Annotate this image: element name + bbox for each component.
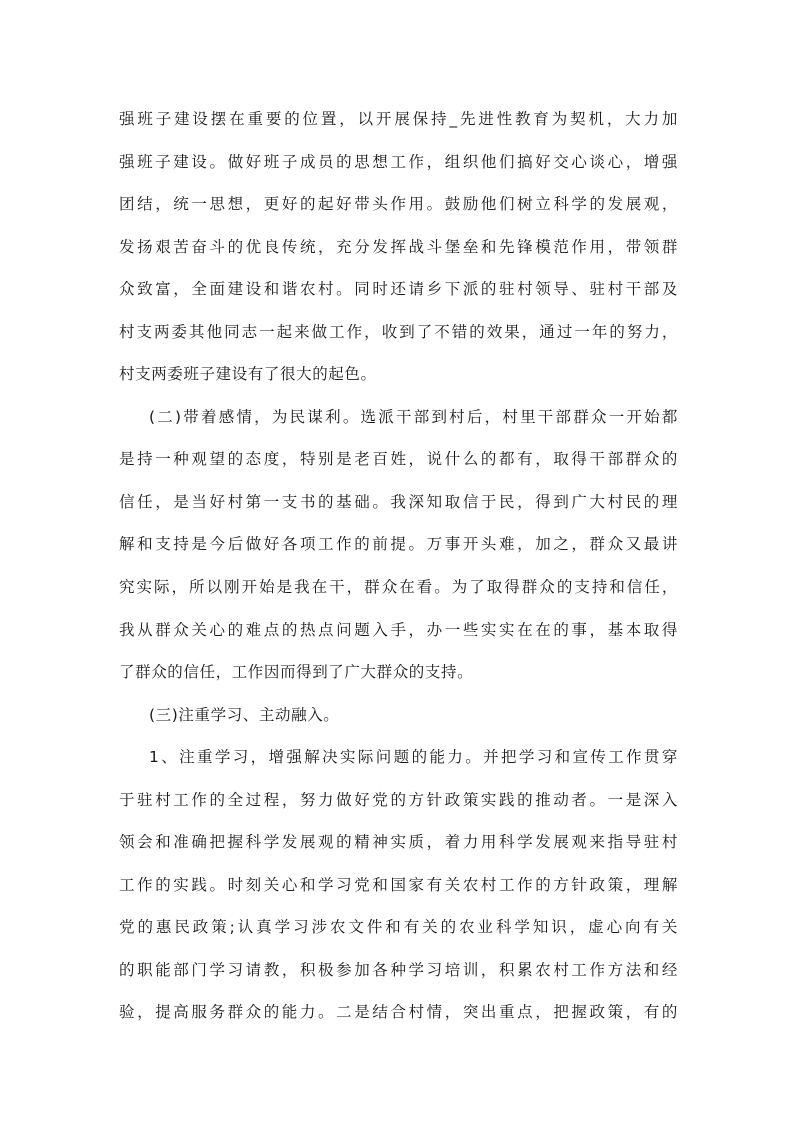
- text-line: 解和支持是今后做好各项工作的前提。万事开头难，加之，群众又最讲: [119, 535, 678, 554]
- text-line: 是持一种观望的态度，特别是老百姓，说什么的都有，取得干部群众的: [119, 450, 678, 469]
- body-text: [119, 101, 678, 1037]
- text-line: 了群众的信任，工作因而得到了广大群众的支持。: [119, 663, 474, 682]
- text-line: 强班子建设摆在重要的位置，以开展保持_先进性教育为契机，大力加: [119, 110, 678, 128]
- text-line: 党的惠民政策;认真学习涉农文件和有关的农业科学知识，虚心向有关: [119, 918, 678, 937]
- text-line: 发扬艰苦奋斗的优良传统，充分发挥战斗堡垒和先锋模范作用，带领群: [119, 237, 678, 256]
- text-line: 我从群众关心的难点的热点问题入手，办一些实实在在的事，基本取得: [119, 620, 678, 639]
- text-line: 领会和准确把握科学发展观的精神实质，着力用科学发展观来指导驻村: [119, 833, 678, 852]
- paragraph-start: (二)带着感情，为民谋利。选派干部到村后，村里干部群众一开始都: [149, 407, 678, 426]
- text-line: 村支两委班子建设有了很大的起色。: [119, 365, 377, 384]
- section-heading: (三)注重学习、主动融入。: [149, 705, 340, 724]
- text-line: 工作的实践。时刻关心和学习党和国家有关农村工作的方针政策，理解: [119, 875, 678, 894]
- text-line: 的职能部门学习请教，积极参加各种学习培训，积累农村工作方法和经: [119, 960, 678, 979]
- text-line: 究实际，所以刚开始是我在干，群众在看。为了取得群众的支持和信任，: [119, 578, 678, 597]
- text-line: 验，提高服务群众的能力。二是结合村情，突出重点，把握政策，有的: [119, 1003, 678, 1022]
- paragraph-start: 1、注重学习，增强解决实际问题的能力。并把学习和宣传工作贯穿: [149, 748, 678, 767]
- text-line: 团结，统一思想，更好的起好带头作用。鼓励他们树立科学的发展观，: [119, 195, 678, 214]
- text-line: 村支两委其他同志一起来做工作，收到了不错的效果，通过一年的努力，: [119, 322, 678, 341]
- text-line: 信任，是当好村第一支书的基础。我深知取信于民，得到广大村民的理: [119, 492, 678, 511]
- text-line: 众致富，全面建设和谐农村。同时还请乡下派的驻村领导、驻村干部及: [119, 280, 678, 299]
- text-line: 于驻村工作的全过程，努力做好党的方针政策实践的推动者。一是深入: [119, 790, 678, 809]
- text-line: 强班子建设。做好班子成员的思想工作，组织他们搞好交心谈心，增强: [119, 152, 678, 171]
